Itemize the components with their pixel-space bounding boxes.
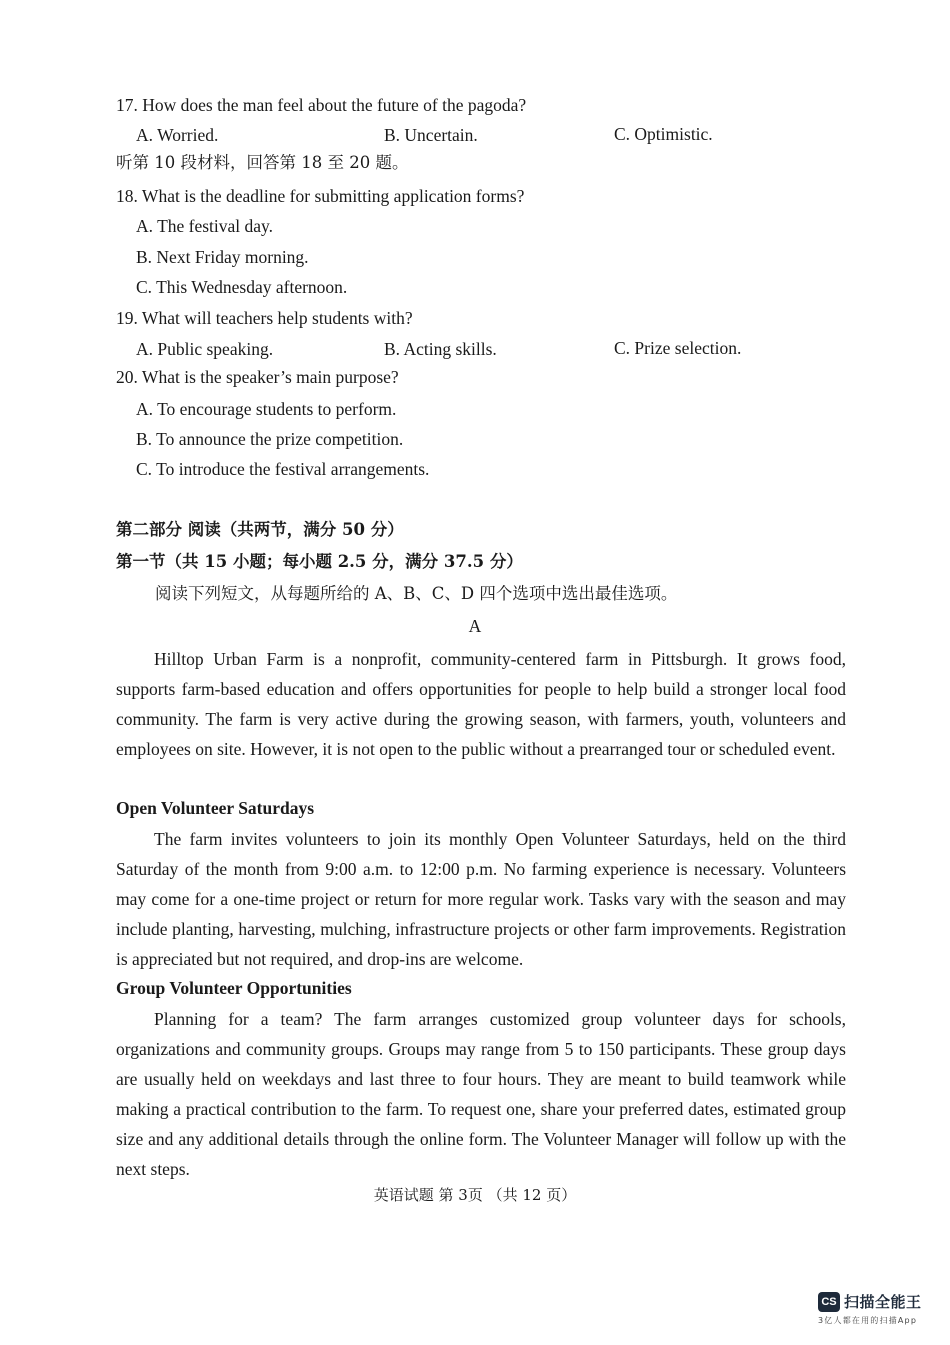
page-footer: 英语试题 第 3页 （共 12 页） bbox=[373, 1186, 577, 1204]
option-19c: C. Prize selection. bbox=[614, 338, 742, 358]
paragraph-group-volunteer: Planning for a team? The farm arranges customized group volunteer days for schools, organizations and community groups. Groups may range from 5 to 150 participants. These group days are usually held on weekdays and last three to four hours. They are meant to build teamwork while making a practical contribution to the farm. To request one, share your preferred dates, estimated group size and any additional details through the online form. The Volunteer Manager will follow up with the next steps. bbox=[116, 1009, 846, 1179]
watermark-slogan: 3亿人都在用的扫描App bbox=[818, 1316, 918, 1325]
heading-open-volunteer-saturdays: Open Volunteer Saturdays bbox=[116, 798, 315, 818]
question-20: 20. What is the speaker’s main purpose? bbox=[116, 367, 399, 387]
passage-letter: A bbox=[468, 616, 482, 636]
camscanner-logo-icon: CS bbox=[818, 1292, 840, 1312]
section-one-title: 第一节（共 15 小题；每小题 2.5 分，满分 37.5 分） bbox=[116, 552, 523, 571]
option-18b: B. Next Friday morning. bbox=[136, 247, 309, 267]
question-19: 19. What will teachers help students with? bbox=[116, 308, 413, 328]
option-19b: B. Acting skills. bbox=[384, 339, 497, 359]
option-17c: C. Optimistic. bbox=[614, 124, 713, 144]
paragraph-open-volunteer: The farm invites volunteers to join its monthly Open Volunteer Saturdays, held on the third Saturday of the month from 9:00 a.m. to 12:00 p.m. No farming experience is necessary. Volunteers may come for a one-time project or return for more regular work. Tasks vary with the season and may include planting, harvesting, mulching, infrastructure projects or other farm improvements. Registration is appreciated but not required, and drop-ins are welcome. bbox=[116, 829, 846, 969]
option-17a: A. Worried. bbox=[136, 125, 219, 145]
reading-instruction: 阅读下列短文，从每题所给的 A、B、C、D 四个选项中选出最佳选项。 bbox=[155, 584, 678, 603]
part-two-title: 第二部分 阅读（共两节，满分 50 分） bbox=[116, 520, 404, 539]
option-20a: A. To encourage students to perform. bbox=[136, 399, 397, 419]
question-18: 18. What is the deadline for submitting application forms? bbox=[116, 186, 525, 206]
question-17: 17. How does the man feel about the future of the pagoda? bbox=[116, 95, 527, 115]
option-19a: A. Public speaking. bbox=[136, 339, 274, 359]
option-20c: C. To introduce the festival arrangements. bbox=[136, 459, 430, 479]
option-20b: B. To announce the prize competition. bbox=[136, 429, 404, 449]
option-17b: B. Uncertain. bbox=[384, 125, 478, 145]
watermark-brand: 扫描全能王 bbox=[844, 1293, 922, 1311]
heading-group-volunteer: Group Volunteer Opportunities bbox=[116, 978, 352, 998]
option-18c: C. This Wednesday afternoon. bbox=[136, 277, 348, 297]
section-10-instruction: 听第 10 段材料，回答第 18 至 20 题。 bbox=[116, 153, 409, 172]
scanner-watermark bbox=[818, 1291, 932, 1326]
option-18a: A. The festival day. bbox=[136, 216, 274, 236]
passage-intro: Hilltop Urban Farm is a nonprofit, community-centered farm in Pittsburgh. It grows food, supports farm-based education and offers opportunities for people to help build a stronger local food community. The farm is very active during the growing season, with farmers, youth, volunteers and employees on site. However, it is not open to the public without a prearranged tour or scheduled event. bbox=[116, 649, 846, 759]
